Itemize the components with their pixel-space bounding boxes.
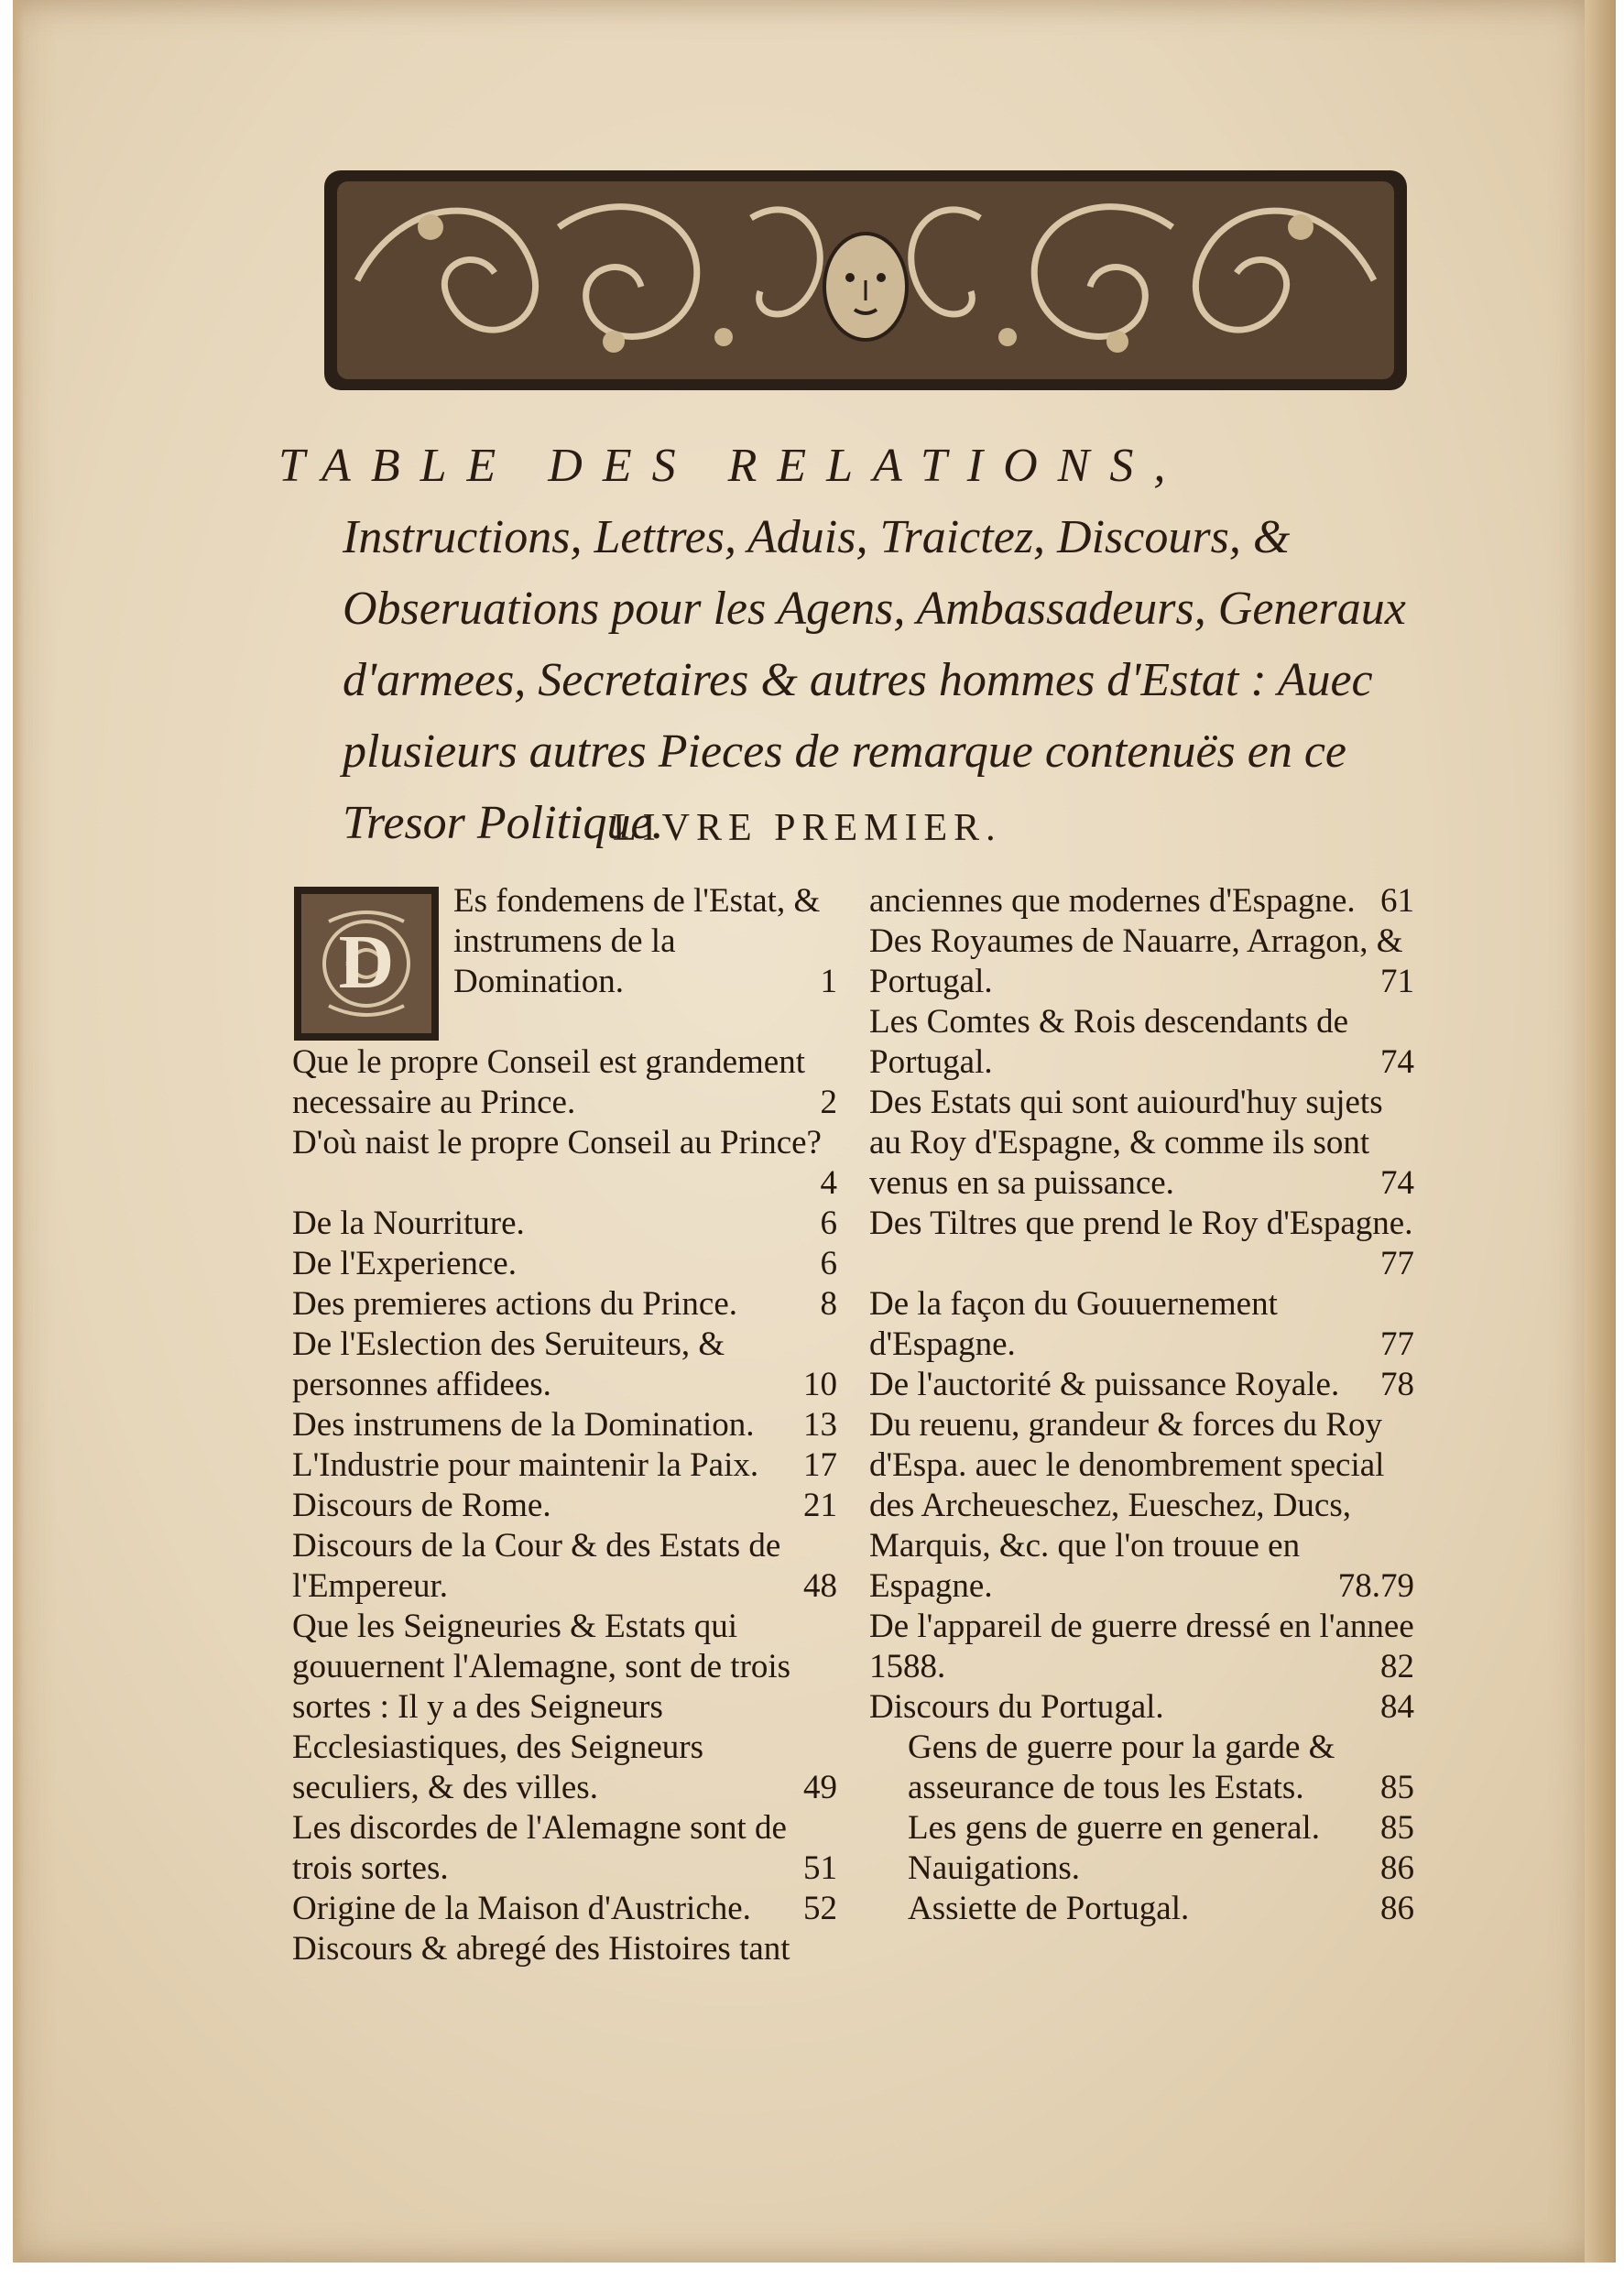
toc-entry-page: 61: [1380, 882, 1414, 920]
toc-entry-page: 78.79: [1337, 1567, 1414, 1605]
toc-entry-title: Les Comtes & Rois descendants de Portugal.: [869, 1003, 1349, 1081]
toc-entry: [292, 1204, 837, 1244]
title-first-line: TABLE DES RELATIONS,: [278, 440, 1186, 492]
page-left-edge: [13, 0, 24, 2263]
toc-entry-title: Discours de Rome.: [292, 1487, 551, 1524]
book-page: [13, 0, 1616, 2263]
toc-entry-title: Origine de la Maison d'Austriche.: [292, 1890, 751, 1927]
toc-entry-title: Du reuenu, grandeur & forces du Roy d'Espa. auec le denombrement special des Archeueschez, Eueschez, Ducs, Marquis, &c. que l'on trouue en Espagne.: [869, 1406, 1385, 1605]
toc-column-left: [292, 881, 837, 1969]
toc-entry: [869, 1002, 1414, 1083]
toc-entry-page: 85: [1380, 1769, 1414, 1806]
dropcap-ornament: [292, 885, 441, 1042]
toc-entry-title: Gens de guerre pour la garde & asseurance de tous les Estats.: [908, 1728, 1335, 1806]
toc-entry-title: Discours du Portugal.: [869, 1688, 1164, 1726]
toc-entry-title: D'où naist le propre Conseil au Prince?: [292, 1124, 822, 1161]
toc-entry-page: 74: [1380, 1164, 1414, 1202]
toc-entry: [869, 881, 1414, 921]
book-heading: LIVRE PREMIER.: [613, 807, 1002, 849]
toc-entry-page: 82: [1380, 1648, 1414, 1685]
toc-entry-title: Assiette de Portugal.: [908, 1890, 1190, 1927]
toc-entry: [292, 1889, 837, 1929]
toc-left-list: [292, 1042, 837, 1969]
toc-entry-page: 52: [803, 1890, 837, 1927]
toc-entry-title: Des premieres actions du Prince.: [292, 1285, 737, 1323]
toc-entry-title: Discours de la Cour & des Estats de l'Empereur.: [292, 1527, 781, 1605]
toc-entry: [869, 1204, 1414, 1284]
toc-entry: [292, 1808, 837, 1889]
toc-entry-page: 77: [1380, 1325, 1414, 1363]
toc-entry-title: L'Industrie pour maintenir la Paix.: [292, 1446, 759, 1484]
toc-entry-page: 8: [820, 1285, 837, 1323]
toc-entry-title: Des instrumens de la Domination.: [292, 1406, 755, 1444]
toc-entry-title: Que les Seigneuries & Estats qui gouuernent l'Alemagne, sont de trois sortes : Il y a des Seigneurs Ecclesiastiques, des Seigneurs seculiers, & des villes.: [292, 1608, 791, 1806]
toc-entry-page: 74: [1380, 1043, 1414, 1081]
title-rest: Instructions, Lettres, Aduis, Traictez, Discours, & Obseruations pour les Agens, Ambassadeurs, Generaux d'armees, Secretaires & autres hommes d'Estat : Auec plusieurs autres Pieces de remarque contenuës en ce Tresor Politique.: [343, 511, 1406, 849]
toc-entry: [292, 1929, 837, 1969]
toc-entry-title: De la Nourriture.: [292, 1205, 525, 1242]
toc-entry-page: 77: [1380, 1245, 1414, 1282]
toc-column-right: [869, 881, 1414, 1929]
toc-entry-page: 6: [820, 1245, 837, 1282]
toc-entry: [869, 1808, 1414, 1848]
toc-entry: [292, 1607, 837, 1808]
toc-entry-page: 2: [820, 1084, 837, 1121]
toc-right-list: [869, 881, 1414, 1929]
toc-entry-page: 51: [803, 1849, 837, 1887]
toc-entry-page: 85: [1380, 1809, 1414, 1847]
toc-entry: [292, 1244, 837, 1284]
headpiece-ornament: [321, 163, 1411, 397]
toc-entry-title: De l'Eslection des Seruiteurs, & personnes affidees.: [292, 1325, 725, 1403]
toc-entry-page: 48: [803, 1567, 837, 1605]
toc-entry-page: 86: [1380, 1849, 1414, 1887]
toc-entry-page: 78: [1380, 1366, 1414, 1403]
toc-entry: [292, 1526, 837, 1607]
toc-entry-title: Que le propre Conseil est grandement necessaire au Prince.: [292, 1043, 805, 1121]
toc-entry-title: Des Tiltres que prend le Roy d'Espagne.: [869, 1205, 1413, 1242]
toc-entry-title: Des Royaumes de Nauarre, Arragon, & Portugal.: [869, 922, 1403, 1000]
toc-entry-title: Les gens de guerre en general.: [908, 1809, 1320, 1847]
toc-entry: [869, 1687, 1414, 1728]
toc-entry-title: Discours & abregé des Histoires tant: [292, 1930, 790, 1968]
table-title: [278, 431, 1442, 859]
first-entry-page: 1: [820, 963, 837, 1000]
toc-entry: [292, 1325, 837, 1405]
toc-entry-title: Les discordes de l'Alemagne sont de trois sortes.: [292, 1809, 787, 1887]
toc-entry-page: 21: [803, 1487, 837, 1524]
toc-entry-page: 13: [803, 1406, 837, 1444]
toc-entry-page: 6: [820, 1205, 837, 1242]
toc-entry-page: 4: [820, 1164, 837, 1202]
toc-entry: [292, 1123, 837, 1204]
toc-entry-page: 17: [803, 1446, 837, 1484]
toc-entry-title: Nauigations.: [908, 1849, 1081, 1887]
toc-entry-title: De l'Experience.: [292, 1245, 517, 1282]
toc-entry: [292, 1486, 837, 1526]
first-entry-text: Es fondemens de l'Estat, & instrumens de la Domination.: [453, 882, 821, 1000]
toc-entry: [292, 1284, 837, 1325]
toc-entry-first: [292, 881, 837, 1042]
toc-entry-page: 84: [1380, 1688, 1414, 1726]
toc-entry-title: De l'appareil de guerre dressé en l'annee 1588.: [869, 1608, 1414, 1685]
toc-entry-title: Des Estats qui sont auiourd'huy sujets au Roy d'Espagne, & comme ils sont venus en sa puissance.: [869, 1084, 1383, 1202]
toc-entry-title: anciennes que modernes d'Espagne.: [869, 882, 1356, 920]
toc-entry: [869, 1848, 1414, 1889]
dropcap-letter: D: [338, 920, 395, 1005]
toc-entry-page: 10: [803, 1366, 837, 1403]
toc-entry: [869, 1889, 1414, 1929]
toc-entry: [869, 1083, 1414, 1204]
toc-entry: [292, 1405, 837, 1445]
toc-entry: [869, 1284, 1414, 1365]
toc-entry: [869, 1365, 1414, 1405]
toc-entry-page: 86: [1380, 1890, 1414, 1927]
page-right-edge: [1585, 0, 1616, 2263]
toc-entry: [292, 1445, 837, 1486]
toc-entry: [869, 1607, 1414, 1687]
toc-entry: [869, 1405, 1414, 1607]
toc-entry-title: De l'auctorité & puissance Royale.: [869, 1366, 1340, 1403]
toc-entry-title: De la façon du Gouuernement d'Espagne.: [869, 1285, 1278, 1363]
toc-entry: [869, 1728, 1414, 1808]
toc-entry: [292, 1042, 837, 1123]
toc-entry: [869, 921, 1414, 1002]
toc-entry-page: 49: [803, 1769, 837, 1806]
toc-entry-page: 71: [1380, 963, 1414, 1000]
